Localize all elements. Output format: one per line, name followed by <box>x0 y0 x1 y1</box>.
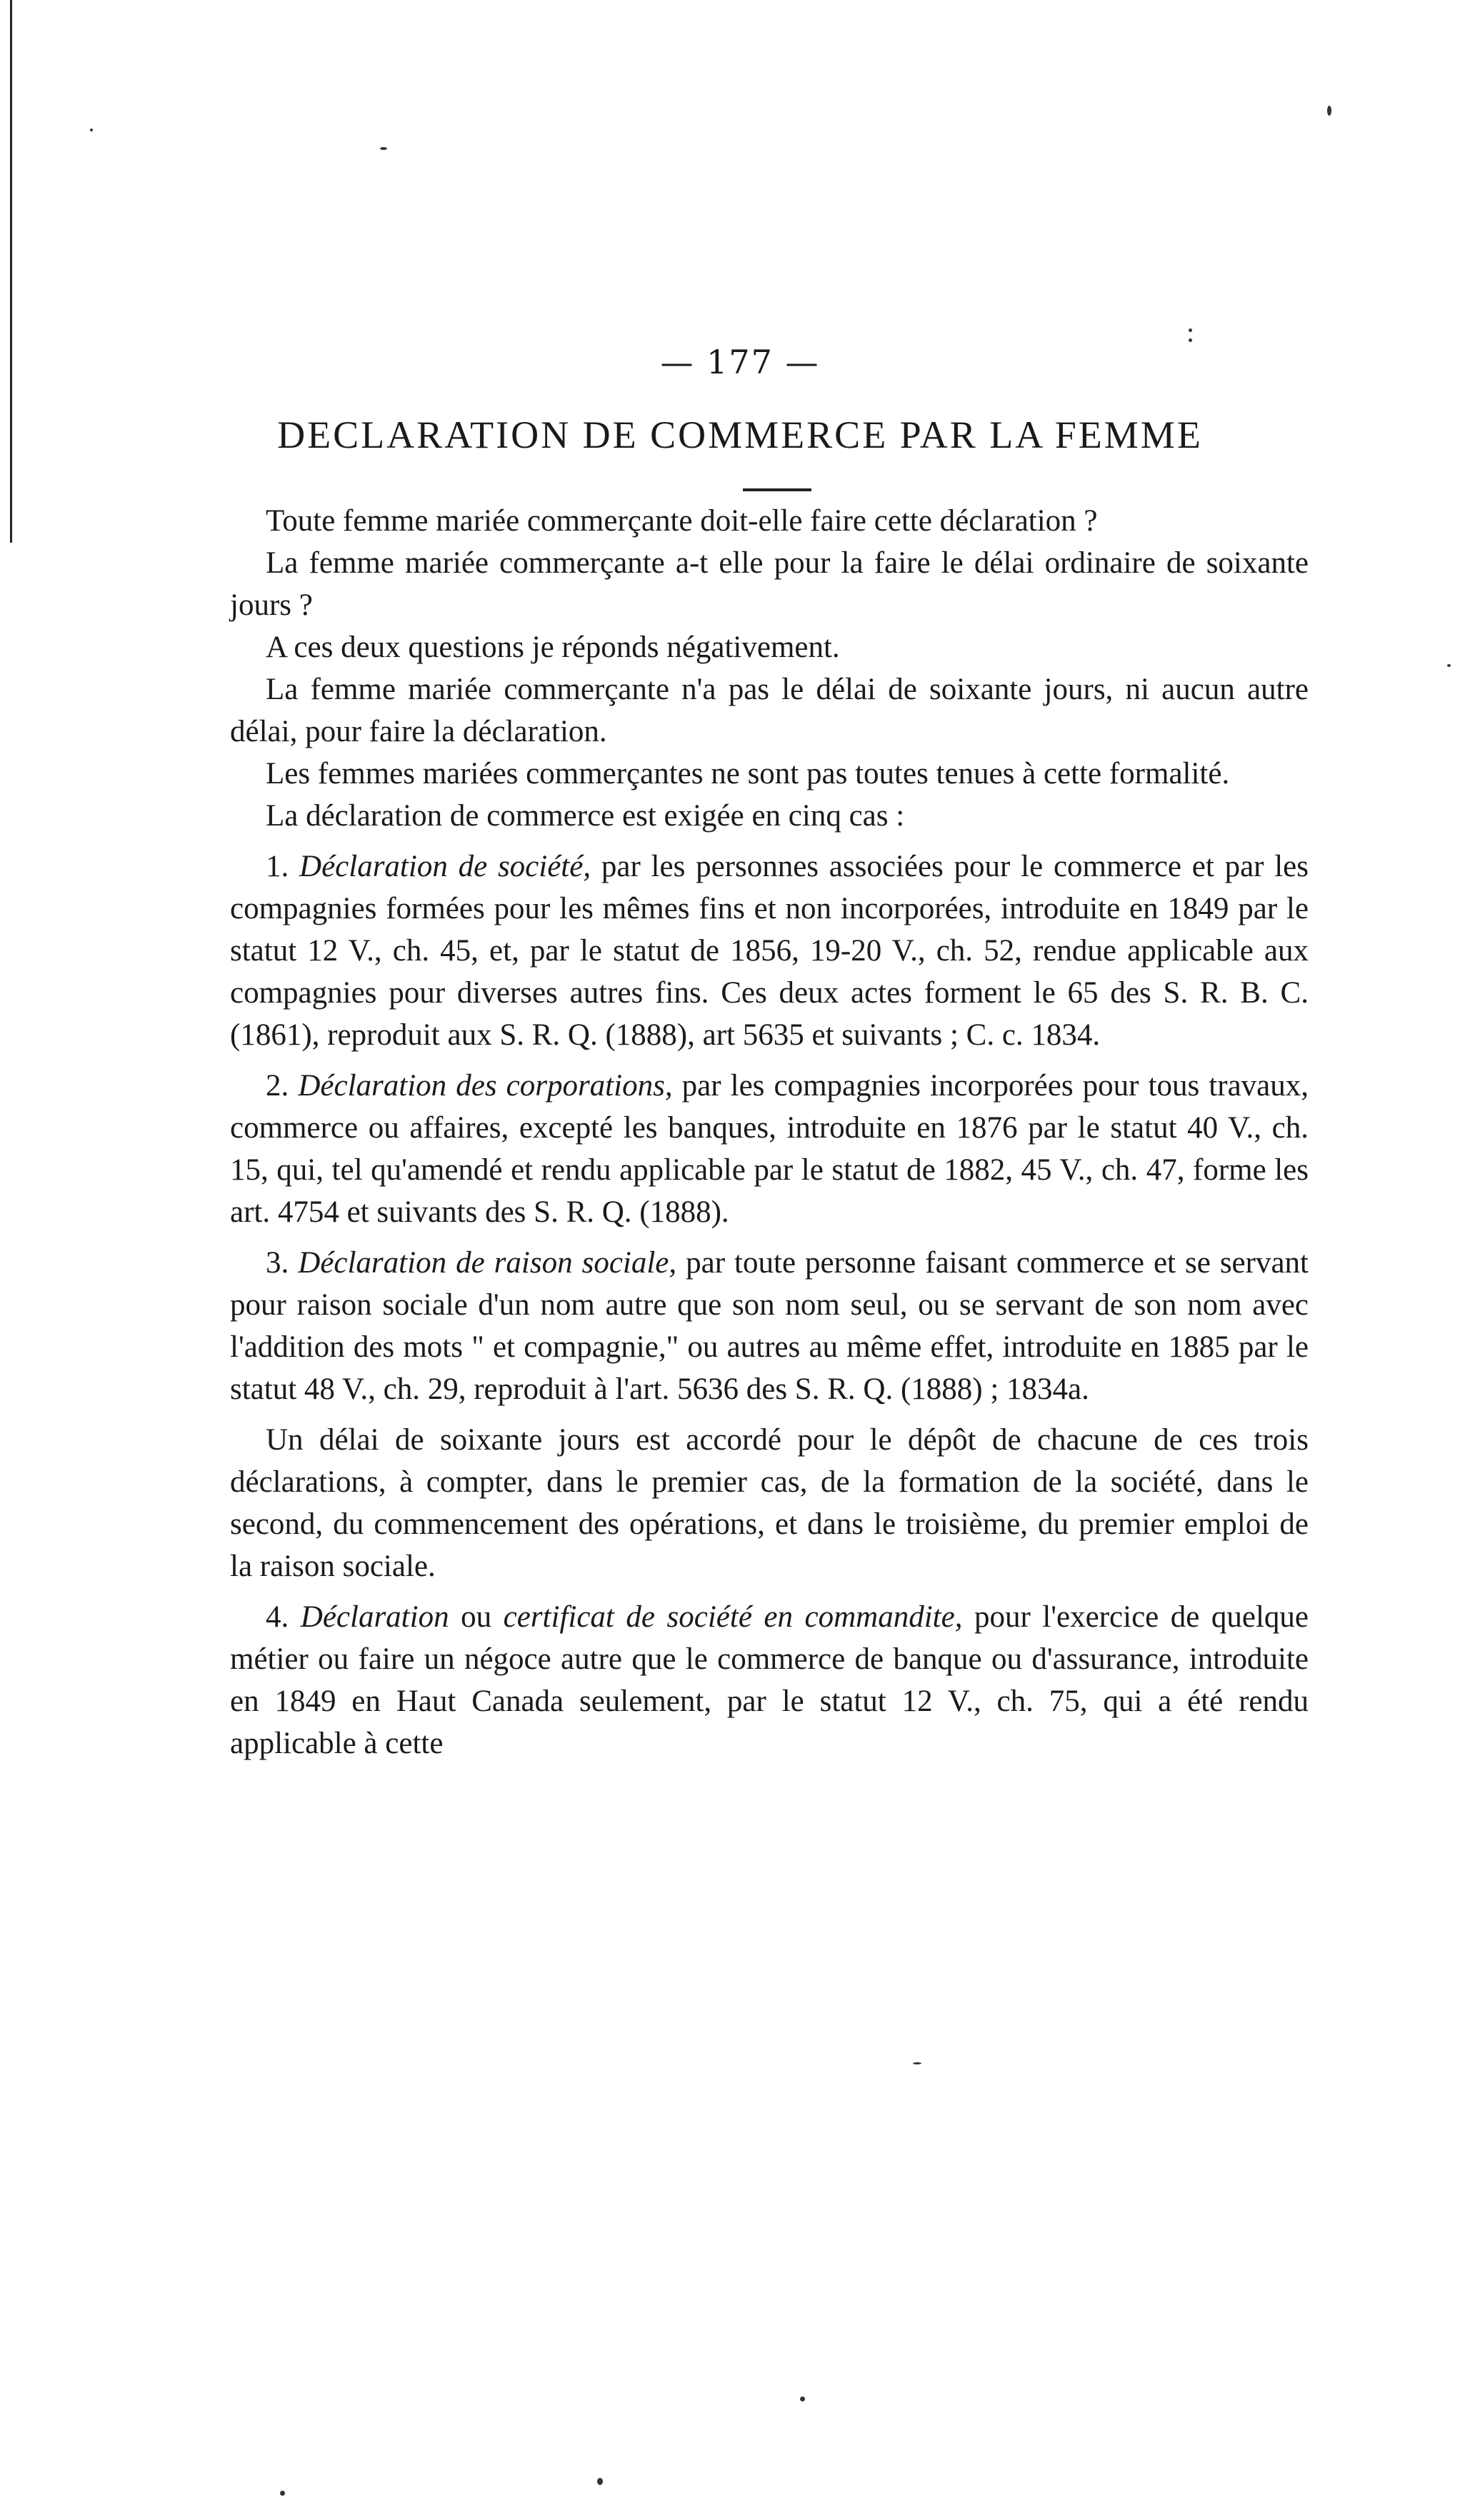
paragraph: La femme mariée commerçante n'a pas le délai de soixante jours, ni aucun autre délai, pour faire la déclaration. <box>230 673 1309 748</box>
page-number: — 177 — <box>660 343 820 381</box>
paragraph: Un délai de soixante jours est accordé pour le dépôt de chacune de ces trois déclarations, à compter, dans le premier cas, de la formation de la société, dans le second, du commencement des opérations, et dans le troisième, du premier emploi de la raison sociale. <box>230 1423 1309 1583</box>
paragraph: La femme mariée commerçante a-t elle pour la faire le délai ordinaire de soixante jours ? <box>230 546 1309 622</box>
body-text <box>230 500 1309 1764</box>
scan-speck <box>380 147 387 150</box>
paragraph: La déclaration de commerce est exigée en cinq cas : <box>266 799 905 833</box>
paragraph: Toute femme mariée commerçante doit-elle faire cette déclaration ? <box>266 504 1098 538</box>
case-text: par les personnes associées pour le commerce et par les compagnies formées pour les mêmes fins et non incorporées, introduite en 1849 par le statut 12 V., ch. 45, et, par le statut de 1856, 19-20 V., ch. 52, rendue applicable aux compagnies pour diverses autres fins. Ces deux actes forment le 65 des S. R. B. C. (1861), reproduit aux S. R. Q. (1888), art 5635 et suivants ; C. c. 1834. <box>230 850 1309 1052</box>
paragraph-case-2 <box>230 1065 1309 1233</box>
paragraph-case-3 <box>230 1242 1309 1410</box>
scan-speck <box>1327 106 1331 116</box>
scan-speck <box>800 2396 805 2401</box>
case-connector: ou <box>449 1600 504 1634</box>
page-edge-line <box>10 0 12 543</box>
paragraph: Les femmes mariées commerçantes ne sont pas toutes tenues à cette formalité. <box>266 757 1230 790</box>
case-number: 4. <box>266 1600 301 1634</box>
case-title: Déclaration de société, <box>299 850 591 883</box>
scan-speck <box>1189 338 1192 342</box>
case-title: Déclaration des corporations, <box>298 1069 673 1103</box>
paragraph-case-1 <box>230 845 1309 1056</box>
case-title-alt: certificat de société en commandite, <box>503 1600 963 1634</box>
page-heading: DECLARATION DE COMMERCE PAR LA FEMME <box>277 413 1203 456</box>
heading-rule <box>743 488 811 491</box>
scan-speck <box>597 2478 603 2485</box>
case-number: 3. <box>266 1246 299 1280</box>
scan-speck <box>913 2062 921 2064</box>
paragraph: A ces deux questions je réponds négativement. <box>266 631 840 664</box>
case-number: 1. <box>266 850 300 883</box>
paragraph-case-4 <box>230 1596 1309 1764</box>
case-number: 2. <box>266 1069 299 1103</box>
case-title: Déclaration <box>300 1600 449 1634</box>
scan-speck <box>280 2491 285 2496</box>
case-title: Déclaration de raison sociale, <box>298 1246 677 1280</box>
scan-speck <box>1447 664 1451 667</box>
scan-speck <box>90 129 93 131</box>
case-text: par toute personne faisant commerce et se servant pour raison sociale d'un nom autre que son nom seul, ou se servant de son nom avec l'addition des mots " et compagnie," ou autres au même effet, introduite en 1885 par le statut 48 V., ch. 29, reproduit à l'art. 5636 des S. R. Q. (1888) ; 1834a. <box>230 1246 1309 1406</box>
case-text: par les compagnies incorporées pour tous travaux, commerce ou affaires, excepté les banques, introduite en 1876 par le statut 40 V., ch. 15, qui, tel qu'amendé et rendu applicable par le statut de 1882, 45 V., ch. 47, forme les art. 4754 et suivants des S. R. Q. (1888). <box>230 1069 1309 1229</box>
scan-speck <box>1189 328 1192 332</box>
case-text: pour l'exercice de quelque métier ou faire un négoce autre que le commerce de banque ou d'assurance, introduite en 1849 en Haut Canada seulement, par le statut 12 V., ch. 75, qui a été rendu applicable à cette <box>230 1600 1309 1760</box>
